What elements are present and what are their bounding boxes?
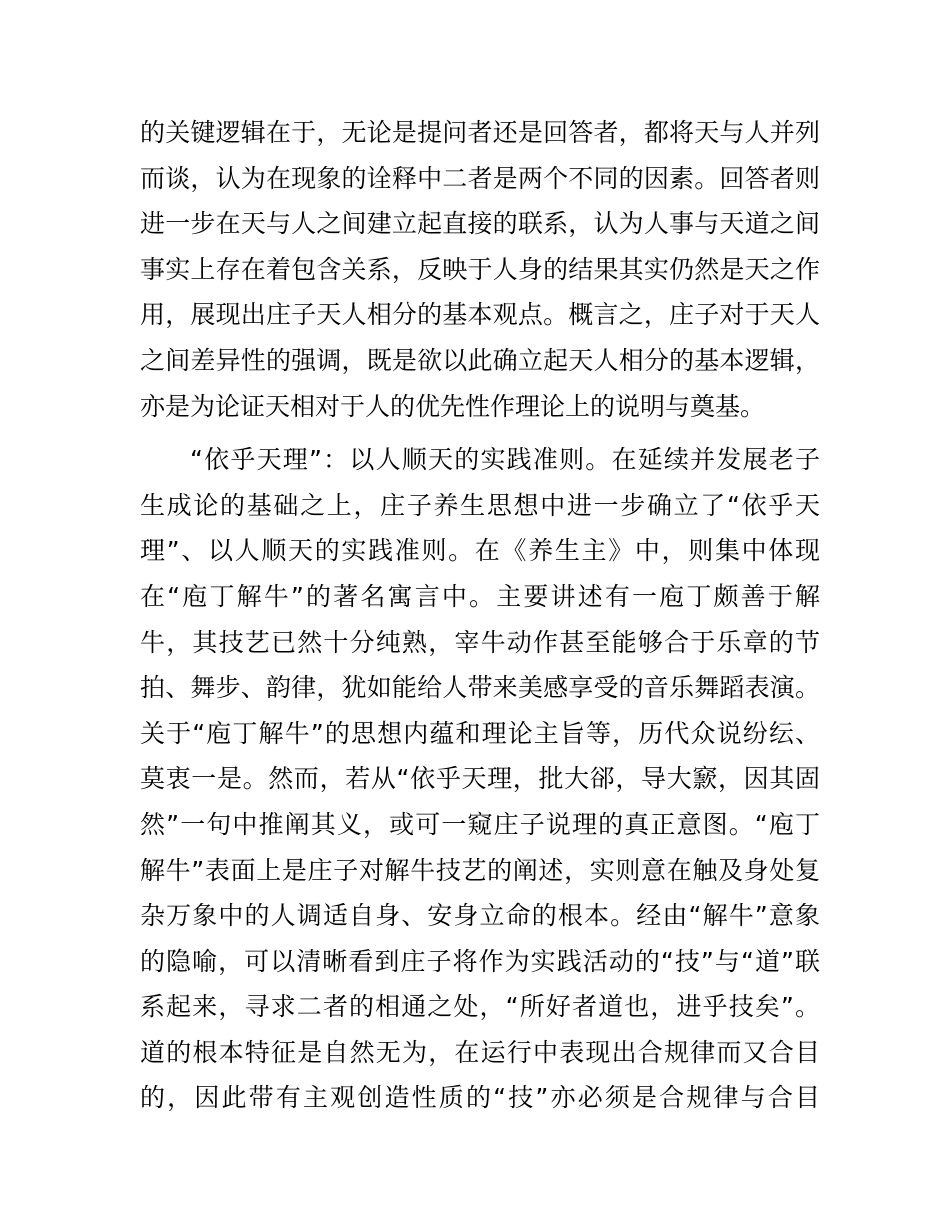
text-line: 道的根本特征是自然无为，在运行中表现出合规律而又合目 [140, 1037, 820, 1067]
text-line: 在“庖丁解牛”的著名寓言中。主要讲述有一庖丁颇善于解 [140, 581, 820, 611]
text-line: 理”、以人顺天的实践准则。在《养生主》中，则集中体现 [140, 536, 820, 566]
paragraph-1 [140, 110, 820, 429]
text-line: 的关键逻辑在于，无论是提问者还是回答者，都将天与人并列 [140, 118, 820, 147]
paragraph-2 [140, 437, 820, 1121]
text-line: 的，因此带有主观创造性质的“技”亦必须是合规律与合目 [140, 1083, 820, 1113]
text-line: 而谈，认为在现象的诠释中二者是两个不同的因素。回答者则 [140, 163, 820, 193]
text-line: 的隐喻，可以清晰看到庄子将作为实践活动的“技”与“道”联 [140, 946, 820, 976]
text-line: 解牛”表面上是庄子对解牛技艺的阐述，实则意在触及身处复 [140, 855, 820, 885]
text-line: 杂万象中的人调适自身、安身立命的根本。经由“解牛”意象 [140, 901, 820, 931]
text-line: “依乎天理”：以人顺天的实践准则。在延续并发展老子 [190, 445, 820, 475]
text-line: 事实上存在着包含关系，反映于人身的结果其实仍然是天之作 [140, 254, 820, 284]
text-line: 莫衷一是。然而，若从“依乎天理，批大郤，导大窾，因其固 [140, 764, 820, 794]
text-line: 进一步在天与人之间建立起直接的联系，认为人事与天道之间 [140, 209, 820, 239]
text-line: 然”一句中推阐其义，或可一窥庄子说理的真正意图。“庖丁 [140, 809, 820, 839]
text-line: 亦是为论证天相对于人的优先性作理论上的说明与奠基。 [140, 391, 766, 421]
text-line: 系起来，寻求二者的相通之处，“所好者道也，进乎技矣”。 [140, 992, 820, 1022]
text-line: 生成论的基础之上，庄子养生思想中进一步确立了“依乎天 [140, 490, 820, 520]
paragraph-gap [140, 429, 820, 437]
text-line: 关于“庖丁解牛”的思想内蕴和理论主旨等，历代众说纷纭、 [140, 718, 820, 748]
text-line: 之间差异性的强调，既是欲以此确立起天人相分的基本逻辑， [140, 345, 820, 375]
text-line: 拍、舞步、韵律，犹如能给人带来美感享受的音乐舞蹈表演。 [140, 673, 820, 703]
text-line: 用，展现出庄子天人相分的基本观点。概言之，庄子对于天人 [140, 300, 820, 330]
document-body [140, 110, 820, 1121]
text-line: 牛，其技艺已然十分纯熟，宰牛动作甚至能够合于乐章的节 [140, 627, 820, 657]
